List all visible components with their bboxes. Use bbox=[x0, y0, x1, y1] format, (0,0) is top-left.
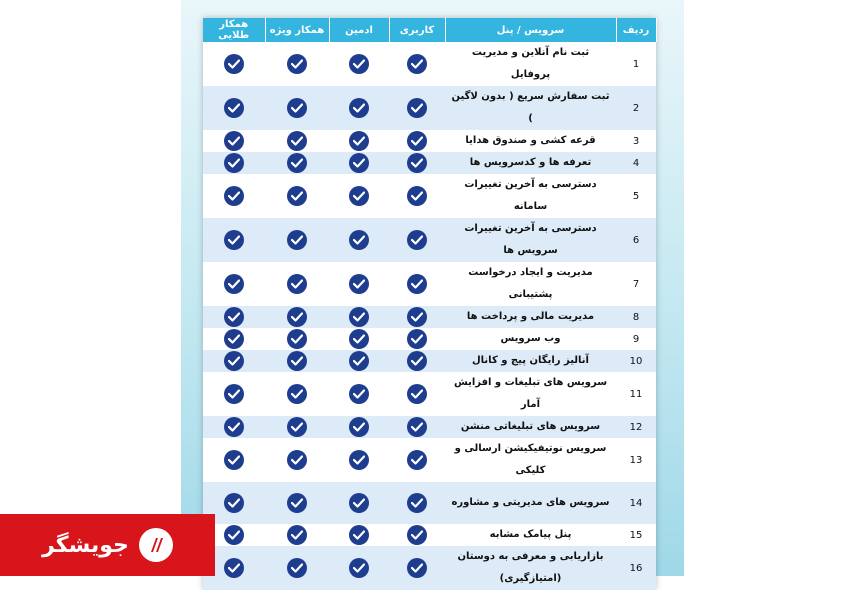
table-row bbox=[203, 262, 656, 306]
check-icon bbox=[224, 54, 244, 74]
cell-admin bbox=[329, 86, 389, 130]
check-icon bbox=[407, 230, 427, 250]
cell-admin bbox=[329, 218, 389, 262]
check-icon bbox=[287, 98, 307, 118]
comparison-table bbox=[203, 18, 656, 590]
cell-admin bbox=[329, 130, 389, 152]
cell-special bbox=[265, 546, 329, 590]
cell-special bbox=[265, 152, 329, 174]
check-icon bbox=[349, 98, 369, 118]
service-name: ثبت سفارش سریع ( بدون لاگین ) bbox=[445, 86, 616, 130]
cell-user bbox=[389, 416, 445, 438]
cell-admin bbox=[329, 482, 389, 524]
check-icon bbox=[224, 230, 244, 250]
service-name: وب سرویس bbox=[445, 328, 616, 350]
row-number: 4 bbox=[616, 152, 656, 174]
row-number: 1 bbox=[616, 42, 656, 86]
cell-special bbox=[265, 130, 329, 152]
logo-text: جویشگر bbox=[42, 532, 129, 558]
header-gold-partner: همکار طلایی bbox=[203, 18, 265, 42]
cell-user bbox=[389, 524, 445, 546]
brand-logo bbox=[0, 514, 215, 576]
cell-special bbox=[265, 416, 329, 438]
cell-gold bbox=[203, 218, 265, 262]
service-name: دسترسی به آخرین تغییرات سامانه bbox=[445, 174, 616, 218]
table-row bbox=[203, 524, 656, 546]
cell-user bbox=[389, 328, 445, 350]
cell-gold bbox=[203, 130, 265, 152]
cell-gold bbox=[203, 416, 265, 438]
check-icon bbox=[349, 230, 369, 250]
check-icon bbox=[224, 525, 244, 545]
cell-special bbox=[265, 482, 329, 524]
service-name: تعرفه ها و کدسرویس ها bbox=[445, 152, 616, 174]
check-icon bbox=[287, 351, 307, 371]
cell-special bbox=[265, 174, 329, 218]
check-icon bbox=[407, 329, 427, 349]
check-icon bbox=[224, 329, 244, 349]
check-icon bbox=[407, 131, 427, 151]
service-name: پنل پیامک مشابه bbox=[445, 524, 616, 546]
cell-special bbox=[265, 262, 329, 306]
cell-special bbox=[265, 438, 329, 482]
check-icon bbox=[407, 525, 427, 545]
check-icon bbox=[407, 153, 427, 173]
row-number: 6 bbox=[616, 218, 656, 262]
row-number: 14 bbox=[616, 482, 656, 524]
cell-admin bbox=[329, 328, 389, 350]
check-icon bbox=[287, 54, 307, 74]
check-icon bbox=[287, 525, 307, 545]
check-icon bbox=[224, 558, 244, 578]
cell-user bbox=[389, 350, 445, 372]
check-icon bbox=[407, 417, 427, 437]
check-icon bbox=[224, 131, 244, 151]
check-icon bbox=[349, 153, 369, 173]
table-row bbox=[203, 306, 656, 328]
check-icon bbox=[224, 384, 244, 404]
cell-admin bbox=[329, 306, 389, 328]
row-number: 8 bbox=[616, 306, 656, 328]
row-number: 9 bbox=[616, 328, 656, 350]
cell-admin bbox=[329, 174, 389, 218]
check-icon bbox=[224, 417, 244, 437]
cell-user bbox=[389, 152, 445, 174]
table-row bbox=[203, 546, 656, 590]
service-name: دسترسی به آخرین تغییرات سرویس ها bbox=[445, 218, 616, 262]
service-name: قرعه کشی و صندوق هدایا bbox=[445, 130, 616, 152]
table-row bbox=[203, 174, 656, 218]
check-icon bbox=[224, 450, 244, 470]
cell-admin bbox=[329, 416, 389, 438]
cell-special bbox=[265, 218, 329, 262]
header-row bbox=[203, 18, 656, 42]
row-number: 10 bbox=[616, 350, 656, 372]
table-row bbox=[203, 482, 656, 524]
check-icon bbox=[287, 230, 307, 250]
row-number: 15 bbox=[616, 524, 656, 546]
row-number: 12 bbox=[616, 416, 656, 438]
check-icon bbox=[349, 54, 369, 74]
row-number: 13 bbox=[616, 438, 656, 482]
table-row bbox=[203, 328, 656, 350]
check-icon bbox=[349, 558, 369, 578]
row-number: 5 bbox=[616, 174, 656, 218]
cell-gold bbox=[203, 262, 265, 306]
check-icon bbox=[349, 384, 369, 404]
service-name: آنالیز رایگان پیج و کانال bbox=[445, 350, 616, 372]
cell-gold bbox=[203, 328, 265, 350]
header-user: کاربری bbox=[389, 18, 445, 42]
check-icon bbox=[287, 558, 307, 578]
cell-user bbox=[389, 482, 445, 524]
check-icon bbox=[224, 153, 244, 173]
cell-user bbox=[389, 130, 445, 152]
service-name: مدیریت و ایجاد درخواست پشتیبانی bbox=[445, 262, 616, 306]
check-icon bbox=[407, 384, 427, 404]
service-name: سرویس نوتیفیکیشن ارسالی و کلیکی bbox=[445, 438, 616, 482]
check-icon bbox=[407, 186, 427, 206]
cell-special bbox=[265, 86, 329, 130]
cell-admin bbox=[329, 152, 389, 174]
cell-user bbox=[389, 86, 445, 130]
check-icon bbox=[224, 351, 244, 371]
service-name: بازاریابی و معرفی به دوستان (امتیازگیری) bbox=[445, 546, 616, 590]
cell-gold bbox=[203, 152, 265, 174]
header-row-number: ردیف bbox=[616, 18, 656, 42]
logo-mark-icon bbox=[139, 528, 173, 562]
check-icon bbox=[349, 329, 369, 349]
check-icon bbox=[224, 307, 244, 327]
check-icon bbox=[349, 307, 369, 327]
row-number: 11 bbox=[616, 372, 656, 416]
row-number: 16 bbox=[616, 546, 656, 590]
row-number: 7 bbox=[616, 262, 656, 306]
check-icon bbox=[407, 98, 427, 118]
check-icon bbox=[349, 417, 369, 437]
cell-user bbox=[389, 438, 445, 482]
cell-user bbox=[389, 218, 445, 262]
check-icon bbox=[287, 153, 307, 173]
check-icon bbox=[349, 450, 369, 470]
service-name: ثبت نام آنلاین و مدیریت پروفایل bbox=[445, 42, 616, 86]
table-row bbox=[203, 130, 656, 152]
check-icon bbox=[224, 274, 244, 294]
check-icon bbox=[407, 558, 427, 578]
table-row bbox=[203, 372, 656, 416]
check-icon bbox=[287, 131, 307, 151]
cell-gold bbox=[203, 174, 265, 218]
cell-special bbox=[265, 306, 329, 328]
check-icon bbox=[349, 186, 369, 206]
cell-gold bbox=[203, 350, 265, 372]
check-icon bbox=[287, 384, 307, 404]
check-icon bbox=[224, 493, 244, 513]
check-icon bbox=[287, 493, 307, 513]
cell-gold bbox=[203, 42, 265, 86]
check-icon bbox=[349, 351, 369, 371]
cell-user bbox=[389, 262, 445, 306]
cell-special bbox=[265, 350, 329, 372]
table-row bbox=[203, 86, 656, 130]
cell-gold bbox=[203, 86, 265, 130]
check-icon bbox=[407, 450, 427, 470]
service-name: سرویس های تبلیغاتی منشن bbox=[445, 416, 616, 438]
table-row bbox=[203, 438, 656, 482]
row-number: 2 bbox=[616, 86, 656, 130]
check-icon bbox=[349, 274, 369, 294]
check-icon bbox=[224, 98, 244, 118]
table-row bbox=[203, 416, 656, 438]
check-icon bbox=[349, 493, 369, 513]
check-icon bbox=[349, 525, 369, 545]
cell-special bbox=[265, 42, 329, 86]
table-row bbox=[203, 42, 656, 86]
cell-admin bbox=[329, 524, 389, 546]
cell-special bbox=[265, 372, 329, 416]
check-icon bbox=[407, 493, 427, 513]
cell-admin bbox=[329, 262, 389, 306]
check-icon bbox=[407, 274, 427, 294]
cell-admin bbox=[329, 42, 389, 86]
table-row bbox=[203, 152, 656, 174]
header-service: سرویس / پنل bbox=[445, 18, 616, 42]
check-icon bbox=[287, 329, 307, 349]
check-icon bbox=[224, 186, 244, 206]
service-name: مدیریت مالی و پرداخت ها bbox=[445, 306, 616, 328]
check-icon bbox=[407, 54, 427, 74]
cell-admin bbox=[329, 350, 389, 372]
cell-special bbox=[265, 524, 329, 546]
service-name: سرویس های مدیریتی و مشاوره bbox=[445, 482, 616, 524]
cell-admin bbox=[329, 438, 389, 482]
check-icon bbox=[407, 351, 427, 371]
header-special-partner: همکار ویژه bbox=[265, 18, 329, 42]
check-icon bbox=[287, 450, 307, 470]
cell-special bbox=[265, 328, 329, 350]
check-icon bbox=[287, 186, 307, 206]
check-icon bbox=[287, 307, 307, 327]
cell-gold bbox=[203, 372, 265, 416]
cell-gold bbox=[203, 438, 265, 482]
cell-gold bbox=[203, 306, 265, 328]
check-icon bbox=[287, 274, 307, 294]
table-row bbox=[203, 218, 656, 262]
cell-user bbox=[389, 42, 445, 86]
cell-admin bbox=[329, 372, 389, 416]
check-icon bbox=[407, 307, 427, 327]
cell-user bbox=[389, 306, 445, 328]
cell-admin bbox=[329, 546, 389, 590]
check-icon bbox=[287, 417, 307, 437]
cell-user bbox=[389, 372, 445, 416]
cell-user bbox=[389, 546, 445, 590]
table-row bbox=[203, 350, 656, 372]
row-number: 3 bbox=[616, 130, 656, 152]
check-icon bbox=[349, 131, 369, 151]
header-admin: ادمین bbox=[329, 18, 389, 42]
service-name: سرویس های تبلیغات و افزایش آمار bbox=[445, 372, 616, 416]
cell-user bbox=[389, 174, 445, 218]
